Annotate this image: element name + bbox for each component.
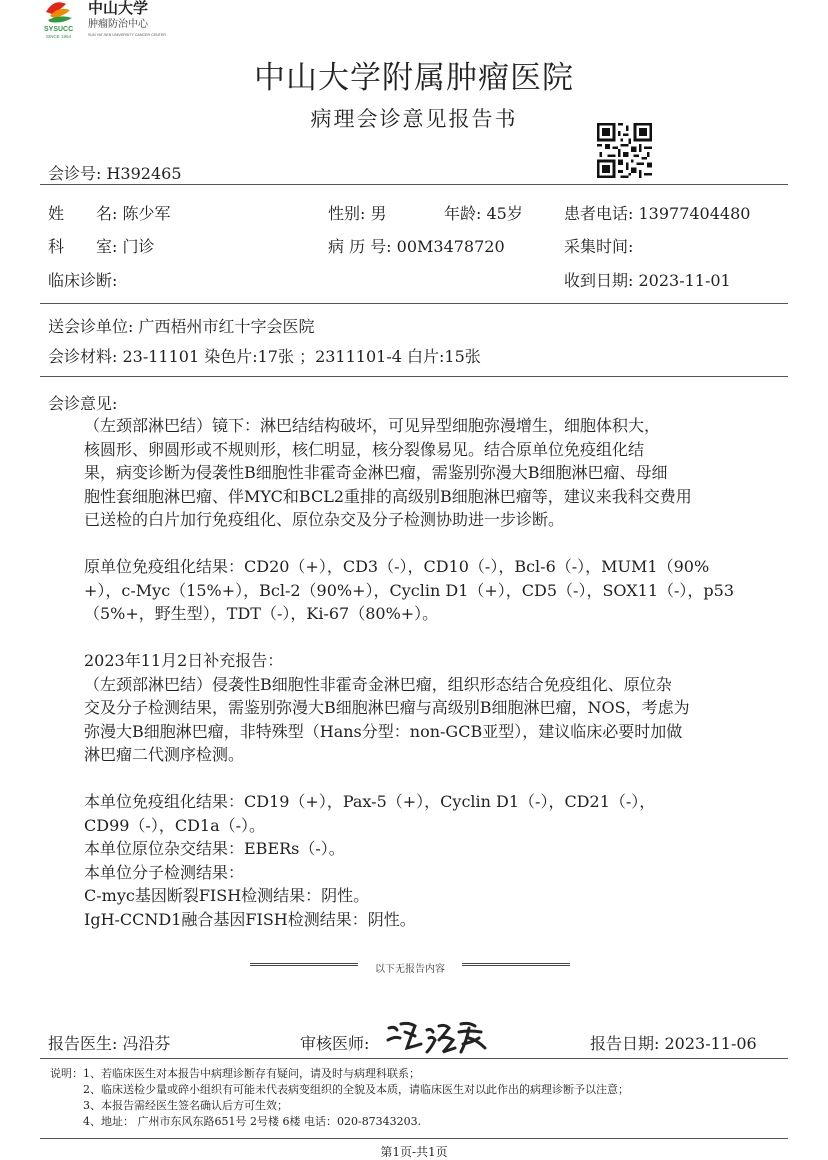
qr-code-icon	[597, 123, 652, 178]
opinion-line: +），c-Myc（15%+），Bcl-2（90%+），Cyclin D1（+），CD5（-），SOX11（-），p53	[84, 580, 735, 600]
opinion-line: 果，病变诊断为侵袭性B细胞性非霍奇金淋巴瘤，需鉴别弥漫大B细胞淋巴瘤、母细	[84, 463, 668, 482]
divider	[40, 1058, 788, 1059]
report-doctor: 报告医生: 冯沿芬	[48, 1034, 171, 1053]
opinion-line: 已送检的白片加行免疫组化、原位杂交及分子检测协助进一步诊断。	[84, 510, 565, 529]
logo-emblem-icon	[40, 0, 190, 40]
divider	[40, 303, 788, 304]
opinion-line: CD99（-），CD1a（-）。	[84, 815, 266, 835]
consult-material: 会诊材料: 23-11101 染色片:17张 ；2311101-4 白片:15张	[48, 347, 481, 366]
logo-name-en: SUN YAT-SEN UNIVERSITY CANCER CENTER	[88, 33, 166, 37]
sender-unit: 送会诊单位: 广西梧州市红十字会医院	[48, 317, 315, 336]
patient-record-no: 病 历 号: 00M3478720	[328, 237, 505, 256]
received-date: 收到日期: 2023-11-01	[564, 271, 731, 290]
signature-image	[385, 1018, 495, 1062]
opinion-line: 弥漫大B细胞淋巴瘤，非特殊型（Hans分型：non-GCB亚型），建议临床必要时加做	[84, 721, 683, 741]
divider	[40, 376, 788, 377]
hospital-title: 中山大学附属肿瘤医院	[254, 60, 574, 96]
logo-abbr: SYSUCC	[44, 26, 74, 33]
consult-number: 会诊号: H392465	[48, 164, 182, 183]
review-doctor-label: 审核医师:	[300, 1034, 370, 1053]
logo-dept-cn: 肿瘤防治中心	[88, 19, 148, 30]
patient-age: 年龄: 45岁	[444, 204, 523, 223]
note-line: 2、临床送检少量或碎小组织有可能未代表病变组织的全貌及本质，请临床医生对以此作出的病理诊断予以注意；	[50, 1083, 629, 1096]
opinion-line: （5%+，野生型），TDT（-），Ki-67（80%+）。	[84, 604, 439, 623]
hospital-logo	[40, 0, 190, 40]
note-line: 4、地址： 广州市东风东路651号 2号楼 6楼 电话：020-87343203.	[50, 1115, 422, 1128]
patient-dept: 科 室: 门诊	[48, 237, 155, 256]
note-line: 说明：1、若临床医生对本报告中病理诊断存有疑问，请及时与病理科联系；	[50, 1067, 420, 1080]
divider	[40, 184, 788, 185]
page-footer: 第1页-共1页	[380, 1145, 448, 1159]
opinion-line: C-myc基因断裂FISH检测结果：阴性。	[84, 886, 370, 905]
opinion-line: 核圆形、卵圆形或不规则形，核仁明显，核分裂像易见。结合原单位免疫组化结	[84, 439, 645, 459]
notes-section	[50, 1066, 790, 1130]
opinion-line: 本单位原位杂交结果：EBERs（-）。	[84, 839, 345, 858]
opinion-line: 胞性套细胞淋巴瘤、伴MYC和BCL2重排的高级别B细胞淋巴瘤等，建议来我科交费用	[84, 486, 692, 506]
logo-since: SINCE 1964	[46, 34, 72, 39]
end-of-report-text: 以下无报告内容	[375, 964, 445, 975]
opinion-line: 交及分子检测结果，需鉴别弥漫大B细胞淋巴瘤与高级别B细胞淋巴瘤，NOS，考虑为	[84, 698, 690, 717]
opinion-line: （左颈部淋巴结）镜下：淋巴结结构破坏，可见异型细胞弥漫增生，细胞体积大，	[84, 416, 661, 435]
opinion-line: 本单位免疫组化结果：CD19（+），Pax-5（+），Cyclin D1（-），CD21（-），	[84, 792, 656, 811]
patient-sex: 性别: 男	[328, 204, 387, 223]
collect-time: 采集时间:	[564, 237, 634, 256]
divider	[40, 1138, 788, 1139]
clinical-diagnosis: 临床诊断:	[48, 271, 118, 290]
note-line: 3、本报告需经医生签名确认后方可生效；	[50, 1099, 288, 1112]
report-date: 报告日期: 2023-11-06	[590, 1034, 757, 1053]
opinion-line: IgH-CCND1融合基因FISH检测结果：阴性。	[84, 909, 416, 929]
opinion-line: 本单位分子检测结果：	[84, 862, 245, 882]
patient-phone: 患者电话: 13977404480	[564, 204, 751, 223]
opinion-line: 原单位免疫组化结果：CD20（+），CD3（-），CD10（-），Bcl-6（-），MUM1（90%	[84, 557, 710, 576]
opinion-line: （左颈部淋巴结）侵袭性B细胞性非霍奇金淋巴瘤，组织形态结合免疫组化、原位杂	[84, 674, 672, 694]
end-of-report-marker	[250, 960, 570, 974]
opinion-line: 2023年11月2日补充报告：	[84, 651, 284, 670]
report-subtitle: 病理会诊意见报告书	[310, 107, 518, 131]
opinion-label: 会诊意见:	[48, 394, 118, 413]
patient-name: 姓 名: 陈少军	[48, 204, 171, 223]
logo-name-cn: 中山大学	[88, 0, 149, 17]
opinion-body	[84, 414, 774, 931]
opinion-line: 淋巴瘤二代测序检测。	[84, 745, 245, 764]
